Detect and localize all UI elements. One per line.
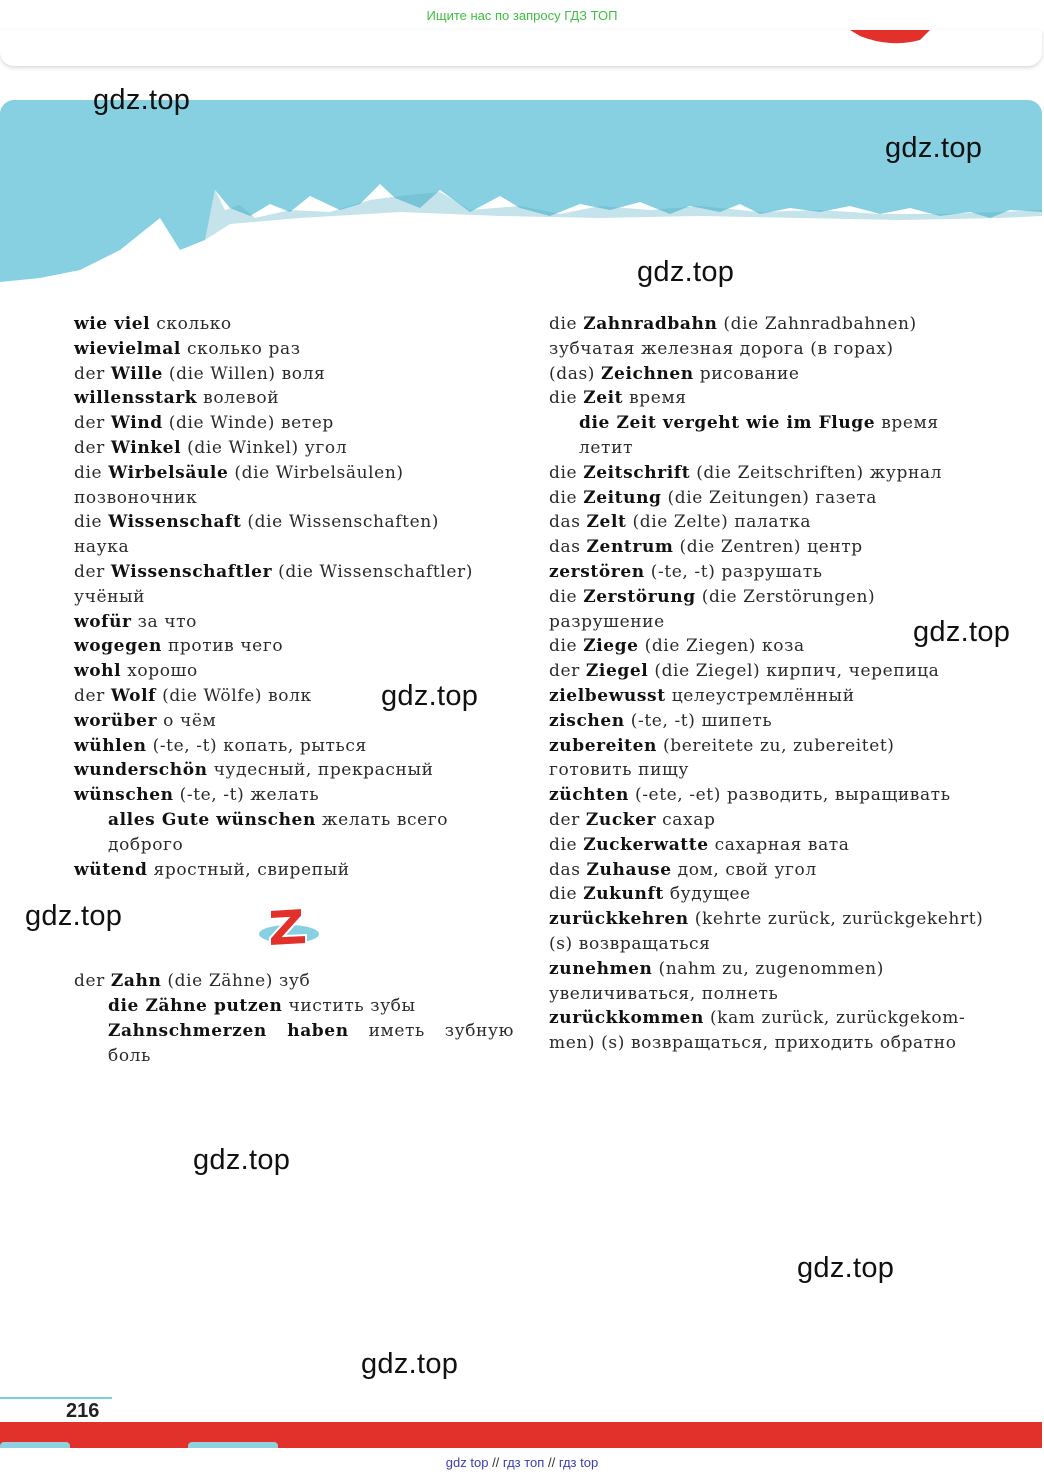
dictionary-entry bbox=[74, 783, 514, 808]
watermark: gdz.top bbox=[913, 616, 1011, 648]
previous-page-decoration bbox=[850, 30, 930, 44]
entry-headword: Wolf bbox=[110, 685, 157, 706]
dictionary-column-right bbox=[549, 312, 989, 1056]
entry-translation: (die Wirbelsäulen) bbox=[228, 462, 404, 483]
dictionary-entry bbox=[549, 1031, 989, 1056]
entry-headword: Zuckerwatte bbox=[583, 834, 709, 855]
entry-translation: готовить пищу bbox=[549, 760, 690, 781]
entry-article: die bbox=[549, 388, 584, 409]
dictionary-entry bbox=[74, 808, 514, 833]
dictionary-entry bbox=[549, 386, 989, 411]
dictionary-entry bbox=[549, 982, 989, 1007]
entry-translation: (die Zerstörungen) bbox=[695, 586, 876, 607]
entry-translation: (die Winde) ветер bbox=[162, 413, 334, 434]
entry-translation: время bbox=[875, 413, 939, 434]
entry-translation: (-te, -t) копать, рыться bbox=[146, 735, 367, 756]
footer-link[interactable]: гдз топ bbox=[502, 1455, 545, 1470]
entry-headword: zurückkommen bbox=[549, 1008, 704, 1029]
page-footer-band bbox=[0, 1422, 1042, 1448]
entry-translation: (-te, -t) шипеть bbox=[624, 710, 773, 731]
dictionary-entry bbox=[74, 1044, 514, 1069]
entry-headword: die Zähne putzen bbox=[108, 996, 283, 1017]
entry-headword: Zahnschmerzen haben bbox=[108, 1020, 349, 1041]
dictionary-entry bbox=[74, 969, 514, 994]
entry-headword: Zeit bbox=[583, 388, 624, 409]
entry-article: der bbox=[549, 809, 586, 830]
dictionary-entry bbox=[549, 337, 989, 362]
dictionary-entry bbox=[549, 833, 989, 858]
dictionary-entry bbox=[74, 436, 514, 461]
dictionary-entry bbox=[74, 362, 514, 387]
entry-translation: (-te, -t) разрушать bbox=[644, 561, 823, 582]
entry-translation: иметь зубную bbox=[348, 1020, 514, 1041]
entry-translation: боль bbox=[108, 1045, 151, 1066]
entry-headword: zubereiten bbox=[549, 735, 657, 756]
entry-article: die bbox=[549, 834, 584, 855]
entry-article: die bbox=[549, 314, 584, 334]
entry-article: das bbox=[549, 859, 587, 880]
entry-article: der bbox=[74, 685, 111, 706]
entry-translation: (-te, -t) желать bbox=[173, 785, 320, 806]
dictionary-entry bbox=[549, 1006, 989, 1031]
watermark: gdz.top bbox=[93, 84, 191, 116]
dictionary-entry bbox=[549, 535, 989, 560]
dictionary-entry bbox=[549, 436, 989, 461]
dictionary-entry bbox=[549, 411, 989, 436]
watermark: gdz.top bbox=[637, 256, 735, 288]
watermark: gdz.top bbox=[381, 680, 479, 712]
entry-translation: будущее bbox=[663, 884, 751, 905]
entry-translation: сахарная вата bbox=[708, 834, 850, 855]
entry-headword: wie viel bbox=[74, 314, 151, 334]
entry-translation: увеличиваться, полнеть bbox=[549, 983, 779, 1004]
dictionary-entry bbox=[549, 659, 989, 684]
entry-article: der bbox=[74, 363, 111, 384]
watermark: gdz.top bbox=[797, 1252, 895, 1284]
entry-article: die bbox=[549, 884, 584, 905]
entry-headword: Zeichnen bbox=[601, 363, 694, 384]
entry-headword: Zelt bbox=[586, 512, 627, 533]
entry-translation: (die Ziegel) кирпич, черепица bbox=[648, 661, 940, 682]
entry-headword: Zahnradbahn bbox=[583, 314, 718, 334]
entry-translation: зубчатая железная дорога (в горах) bbox=[549, 338, 894, 359]
entry-article: die bbox=[74, 512, 109, 533]
dictionary-entry bbox=[74, 411, 514, 436]
entry-headword: wogegen bbox=[74, 636, 162, 657]
footer-separator: // bbox=[492, 1455, 500, 1470]
entry-translation: men) (s) возвращаться, приходить обратно bbox=[549, 1033, 957, 1054]
dictionary-entry bbox=[549, 362, 989, 387]
dictionary-entry bbox=[74, 833, 514, 858]
entry-translation: целеустремлённый bbox=[665, 685, 855, 706]
entry-article: (das) bbox=[549, 363, 602, 384]
entry-headword: alles Gute wünschen bbox=[108, 809, 316, 830]
entry-translation: (s) возвращаться bbox=[549, 933, 711, 954]
dictionary-entry bbox=[549, 312, 989, 337]
entry-headword: Wille bbox=[110, 363, 163, 384]
entry-translation: хорошо bbox=[121, 661, 198, 682]
entry-article: der bbox=[549, 661, 586, 682]
entry-article: der bbox=[74, 971, 111, 992]
entry-headword: worüber bbox=[74, 710, 158, 731]
entry-translation: (die Wölfe) волк bbox=[156, 685, 312, 706]
dictionary-entry bbox=[549, 734, 989, 759]
entry-translation: (die Zelte) палатка bbox=[626, 512, 812, 533]
entry-headword: Winkel bbox=[110, 437, 182, 458]
entry-headword: Ziege bbox=[583, 636, 639, 657]
dictionary-entry bbox=[549, 486, 989, 511]
dictionary-entry bbox=[74, 486, 514, 511]
entry-headword: zurückkehren bbox=[549, 909, 689, 930]
dictionary-entry bbox=[549, 560, 989, 585]
dictionary-entry bbox=[549, 709, 989, 734]
entry-headword: willensstark bbox=[74, 388, 198, 409]
dictionary-entry bbox=[74, 585, 514, 610]
entry-translation: (nahm zu, zugenommen) bbox=[652, 958, 884, 979]
dictionary-entry bbox=[74, 610, 514, 635]
watermark: gdz.top bbox=[25, 900, 123, 932]
entry-headword: Wissenschaft bbox=[108, 512, 242, 533]
entry-headword: Wind bbox=[110, 413, 163, 434]
entry-headword: zischen bbox=[549, 710, 625, 731]
dictionary-entry bbox=[74, 461, 514, 486]
entry-article: die bbox=[549, 636, 584, 657]
entry-translation: время bbox=[623, 388, 687, 409]
entry-headword: wütend bbox=[74, 859, 148, 880]
entry-article: das bbox=[549, 512, 587, 533]
letter-z-section-icon bbox=[256, 902, 322, 950]
entry-headword: wohl bbox=[74, 661, 122, 682]
entry-headword: Wirbelsäule bbox=[108, 462, 229, 483]
entry-headword: Zentrum bbox=[586, 537, 674, 558]
entry-translation: (die Wissenschaftler) bbox=[272, 561, 473, 582]
entry-headword: zunehmen bbox=[549, 958, 653, 979]
entry-translation: (die Zähne) зуб bbox=[161, 971, 311, 992]
entry-headword: wofür bbox=[74, 611, 132, 632]
entry-translation: (die Zeitungen) газета bbox=[661, 487, 878, 508]
entry-translation: рисование bbox=[693, 363, 800, 384]
entry-headword: die Zeit vergeht wie im Fluge bbox=[579, 413, 876, 434]
entry-translation: (die Ziegen) коза bbox=[638, 636, 805, 657]
dictionary-entry bbox=[74, 510, 514, 535]
entry-translation: позвоночник bbox=[74, 487, 198, 508]
dictionary-entry bbox=[549, 957, 989, 982]
entry-translation: (kam zurück, zurückgekom- bbox=[703, 1008, 966, 1029]
entry-translation: доброго bbox=[108, 834, 184, 855]
entry-translation: летит bbox=[579, 437, 633, 458]
entry-translation: (bereitete zu, zubereitet) bbox=[656, 735, 895, 756]
page-number-rule bbox=[0, 1397, 112, 1399]
footer-link[interactable]: gdz top bbox=[445, 1455, 489, 1470]
entry-article: der bbox=[74, 413, 111, 434]
dictionary-entry bbox=[74, 535, 514, 560]
textbook-page bbox=[0, 100, 1042, 1448]
entry-article: die bbox=[549, 462, 584, 483]
search-banner[interactable]: Ищите нас по запросу ГДЗ ТОП bbox=[426, 8, 618, 23]
entry-headword: wünschen bbox=[74, 785, 174, 806]
entry-translation: яростный, свирепый bbox=[147, 859, 350, 880]
page-footer-accent bbox=[188, 1442, 278, 1448]
page-number: 216 bbox=[66, 1400, 100, 1422]
entry-translation: чистить зубы bbox=[282, 996, 416, 1017]
dictionary-entry bbox=[549, 882, 989, 907]
entry-translation: (-ete, -et) разводить, выращивать bbox=[628, 785, 951, 806]
dictionary-entry bbox=[74, 858, 514, 883]
footer-link[interactable]: гдз top bbox=[558, 1455, 599, 1470]
entry-translation: сахар bbox=[656, 809, 716, 830]
entry-article: der bbox=[74, 437, 111, 458]
entry-translation: (die Wissenschaften) bbox=[241, 512, 440, 533]
watermark: gdz.top bbox=[361, 1348, 459, 1380]
watermark: gdz.top bbox=[885, 132, 983, 164]
entry-headword: wunderschön bbox=[74, 760, 208, 781]
dictionary-entry bbox=[549, 510, 989, 535]
entry-headword: zerstören bbox=[549, 561, 645, 582]
entry-headword: Zeitung bbox=[583, 487, 662, 508]
entry-translation: против чего bbox=[161, 636, 284, 657]
entry-translation: желать всего bbox=[315, 809, 449, 830]
watermark: gdz.top bbox=[193, 1144, 291, 1176]
entry-translation: сколько раз bbox=[180, 338, 301, 359]
dictionary-entry bbox=[74, 758, 514, 783]
entry-article: die bbox=[549, 487, 584, 508]
dictionary-entry bbox=[74, 1019, 514, 1044]
dictionary-entry bbox=[74, 560, 514, 585]
dictionary-entry bbox=[74, 312, 514, 337]
entry-translation: дом, свой угол bbox=[671, 859, 817, 880]
entry-translation: (die Zeitschriften) журнал bbox=[690, 462, 943, 483]
entry-translation: учёный bbox=[74, 586, 146, 607]
entry-translation: (die Zahnradbahnen) bbox=[717, 314, 917, 334]
dictionary-entry bbox=[549, 783, 989, 808]
dictionary-entry bbox=[549, 907, 989, 932]
entry-headword: Wissenschaftler bbox=[110, 561, 273, 582]
dictionary-entry bbox=[549, 461, 989, 486]
entry-headword: Zeitschrift bbox=[583, 462, 691, 483]
dictionary-entry bbox=[549, 932, 989, 957]
dictionary-entry bbox=[74, 734, 514, 759]
entry-headword: Zerstörung bbox=[583, 586, 696, 607]
page-footer-accent bbox=[0, 1442, 70, 1448]
dictionary-entry bbox=[549, 684, 989, 709]
entry-translation: за что bbox=[131, 611, 197, 632]
entry-translation: чудесный, прекрасный bbox=[207, 760, 434, 781]
entry-article: das bbox=[549, 537, 587, 558]
entry-headword: wievielmal bbox=[74, 338, 181, 359]
dictionary-entry bbox=[74, 634, 514, 659]
entry-translation: (kehrte zurück, zurückgekehrt) bbox=[688, 909, 984, 930]
dictionary-entry bbox=[74, 994, 514, 1019]
entry-headword: Zukunft bbox=[583, 884, 664, 905]
footer-separator: // bbox=[547, 1455, 556, 1470]
entry-translation: сколько bbox=[150, 314, 232, 334]
entry-headword: Zucker bbox=[585, 809, 657, 830]
entry-headword: wühlen bbox=[74, 735, 147, 756]
entry-article: die bbox=[549, 586, 584, 607]
entry-translation: разрушение bbox=[549, 611, 665, 632]
entry-headword: züchten bbox=[549, 785, 629, 806]
entry-headword: Ziegel bbox=[585, 661, 649, 682]
footer-links bbox=[0, 1450, 1044, 1476]
entry-article: der bbox=[74, 561, 111, 582]
entry-headword: Zuhause bbox=[586, 859, 672, 880]
dictionary-entry bbox=[549, 808, 989, 833]
dictionary-entry bbox=[549, 585, 989, 610]
dictionary-entry bbox=[74, 386, 514, 411]
entry-headword: Zahn bbox=[110, 971, 162, 992]
dictionary-entry bbox=[549, 758, 989, 783]
entry-article: die bbox=[74, 462, 109, 483]
dictionary-entry bbox=[549, 858, 989, 883]
entry-translation: (die Zentren) центр bbox=[673, 537, 863, 558]
entry-translation: (die Willen) воля bbox=[162, 363, 326, 384]
entry-headword: zielbewusst bbox=[549, 685, 666, 706]
entry-translation: наука bbox=[74, 537, 130, 558]
entry-translation: о чём bbox=[157, 710, 217, 731]
entry-translation: (die Winkel) угол bbox=[181, 437, 348, 458]
dictionary-entry bbox=[74, 337, 514, 362]
entry-translation: волевой bbox=[197, 388, 280, 409]
